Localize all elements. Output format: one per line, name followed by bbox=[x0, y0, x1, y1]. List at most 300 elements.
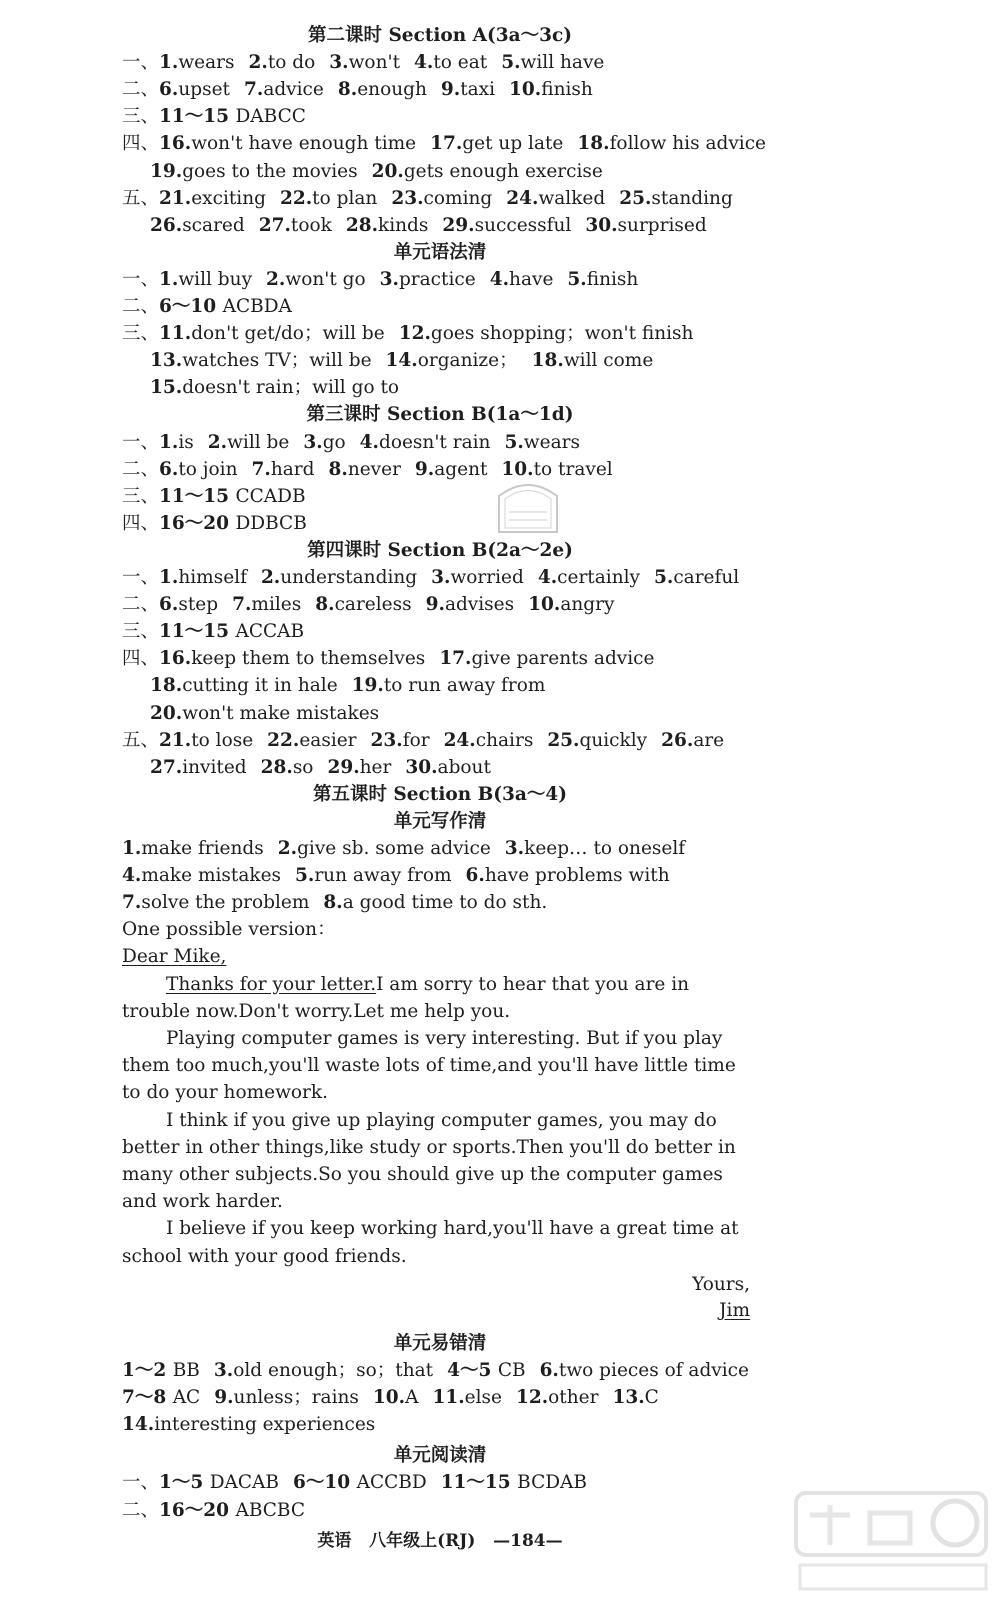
answer-number: 18. bbox=[150, 675, 183, 697]
answer-number: 25. bbox=[547, 729, 580, 751]
answer-item bbox=[244, 79, 324, 100]
answer-number: 12. bbox=[515, 1387, 549, 1409]
answer-text: won't have enough time bbox=[191, 133, 417, 155]
answer-number: 7～8 bbox=[122, 1387, 173, 1409]
answer-number: 1～2 bbox=[122, 1360, 173, 1381]
answer-item bbox=[150, 377, 399, 398]
question-group-label: 四、 bbox=[122, 648, 160, 670]
answer-text: finish bbox=[586, 268, 639, 290]
answer-text: wears bbox=[178, 52, 235, 74]
answer-text: doesn't rain；will go to bbox=[182, 377, 400, 399]
lesson2-answer-row bbox=[150, 212, 760, 239]
writing-answer-row bbox=[122, 835, 760, 862]
answer-text: practice bbox=[398, 268, 476, 290]
paragraph-text: I believe if you keep working hard,you'll have a great time at school with your good friends. bbox=[122, 1218, 739, 1267]
answer-text: her bbox=[359, 756, 392, 778]
answer-number: 26. bbox=[150, 214, 183, 236]
answer-text: DACAB bbox=[209, 1472, 280, 1494]
answer-text: a good time to do sth. bbox=[342, 892, 548, 914]
lesson3-answer-row bbox=[122, 456, 760, 483]
answer-number: 3. bbox=[213, 1360, 234, 1381]
answer-text: gets enough exercise bbox=[403, 160, 603, 182]
answer-number: 15. bbox=[150, 377, 183, 399]
writing-answer-row bbox=[122, 889, 760, 916]
answer-text: won't go bbox=[285, 268, 366, 290]
answer-number: 27. bbox=[258, 214, 291, 236]
answer-number: 11～15 bbox=[440, 1472, 518, 1494]
answer-item bbox=[391, 188, 492, 209]
answer-text: BB bbox=[172, 1360, 200, 1381]
answer-text: keep them to themselves bbox=[191, 648, 426, 670]
lesson4-answer-row bbox=[150, 672, 760, 699]
answer-item bbox=[208, 432, 290, 453]
answer-number: 2. bbox=[277, 838, 298, 859]
lesson3-answer-row bbox=[122, 429, 760, 456]
answer-item bbox=[346, 215, 429, 236]
lesson2-answer-row bbox=[122, 185, 760, 212]
answer-text: to lose bbox=[191, 729, 254, 751]
lesson4-answer-row bbox=[122, 618, 760, 645]
answer-text: won't bbox=[348, 52, 401, 74]
answer-number: 5. bbox=[504, 431, 524, 453]
paragraph-text: I think if you give up playing computer games, you may do better in other things,like study or sports.Then you'll do better in many other subjects.So you should give up the computer games and work harder. bbox=[122, 1109, 736, 1213]
answer-number: 30. bbox=[585, 214, 618, 236]
answer-item bbox=[432, 1387, 502, 1408]
answer-text: have problems with bbox=[484, 865, 670, 887]
answer-item bbox=[159, 296, 292, 317]
answer-text: hard bbox=[270, 458, 315, 480]
answer-text: taxi bbox=[460, 79, 496, 101]
answer-item bbox=[371, 730, 430, 751]
answer-text: easier bbox=[299, 729, 357, 751]
answer-text: are bbox=[693, 729, 725, 751]
answer-item bbox=[441, 79, 495, 100]
answer-item bbox=[442, 215, 571, 236]
question-group-label: 二、 bbox=[122, 458, 160, 480]
answer-text: exciting bbox=[191, 187, 266, 209]
answer-item bbox=[447, 1360, 525, 1381]
lesson3-answer-row bbox=[122, 483, 760, 510]
answer-number: 23. bbox=[370, 729, 403, 751]
answer-number: 6. bbox=[159, 594, 179, 616]
answer-number: 9. bbox=[425, 594, 445, 616]
answer-number: 4. bbox=[537, 567, 558, 588]
answer-item bbox=[360, 432, 491, 453]
answer-text: A bbox=[405, 1387, 419, 1409]
answer-item bbox=[159, 621, 304, 642]
answer-item bbox=[159, 133, 416, 154]
answer-number: 10. bbox=[509, 79, 542, 101]
answer-item bbox=[654, 567, 739, 588]
letter-signature: Jim bbox=[719, 1299, 750, 1321]
answer-item bbox=[159, 513, 307, 534]
answer-item bbox=[532, 350, 654, 371]
answer-text: will come bbox=[563, 350, 654, 372]
answer-text: will be bbox=[227, 431, 290, 453]
answer-item bbox=[261, 757, 314, 778]
answer-text: coming bbox=[423, 187, 493, 209]
footer-subject: 英语 bbox=[317, 1531, 352, 1551]
answer-text: AC bbox=[172, 1387, 201, 1409]
answer-number: 28. bbox=[260, 756, 293, 778]
grammar-answer-row bbox=[122, 293, 760, 320]
answer-number: 1. bbox=[159, 567, 179, 588]
question-group-label: 三、 bbox=[122, 106, 160, 128]
answer-item bbox=[122, 1387, 200, 1408]
reading-heading: 单元阅读清 bbox=[393, 1445, 487, 1467]
answer-text: will buy bbox=[178, 268, 253, 290]
answer-text: careful bbox=[673, 567, 740, 588]
answer-text: cutting it in hale bbox=[182, 675, 338, 697]
answer-text: two pieces of advice bbox=[558, 1360, 749, 1381]
question-group-label: 四、 bbox=[122, 512, 160, 534]
grammar-answer-row bbox=[122, 320, 760, 347]
answer-text: worried bbox=[450, 567, 524, 588]
answer-number: 7. bbox=[243, 79, 264, 101]
footer-page-number: —184— bbox=[493, 1531, 563, 1551]
answer-number: 11～15 bbox=[159, 106, 236, 128]
answer-number: 17. bbox=[430, 133, 463, 155]
answer-text: give parents advice bbox=[471, 648, 655, 670]
mistakes-answer-row bbox=[122, 1411, 760, 1438]
answer-number: 11. bbox=[432, 1387, 465, 1409]
answer-number: 8. bbox=[323, 892, 343, 914]
mistakes-heading: 单元易错清 bbox=[393, 1332, 487, 1354]
answer-number: 1. bbox=[159, 52, 179, 74]
answer-item bbox=[431, 567, 524, 588]
answer-item bbox=[159, 323, 385, 344]
answer-text: to do bbox=[267, 52, 316, 74]
answer-text: agent bbox=[434, 458, 488, 480]
answer-text: upset bbox=[178, 79, 230, 101]
answer-item bbox=[159, 79, 230, 100]
answer-number: 3. bbox=[379, 268, 399, 290]
answer-number: 2. bbox=[248, 52, 268, 74]
answer-item bbox=[547, 730, 647, 751]
answer-text: C bbox=[644, 1387, 659, 1409]
answer-item bbox=[439, 648, 654, 669]
answer-item bbox=[122, 1414, 375, 1435]
answer-number: 8. bbox=[315, 594, 335, 616]
mistakes-answer-row bbox=[122, 1357, 760, 1384]
answer-item bbox=[214, 1360, 433, 1381]
answer-number: 7. bbox=[122, 892, 142, 914]
answer-item bbox=[506, 188, 605, 209]
answer-number: 6. bbox=[465, 865, 485, 887]
answer-text: chairs bbox=[475, 729, 534, 751]
answer-item bbox=[414, 52, 487, 73]
answer-number: 7. bbox=[251, 458, 271, 480]
question-group-label: 三、 bbox=[122, 621, 160, 643]
answer-number: 6. bbox=[159, 458, 179, 480]
answer-item bbox=[501, 459, 612, 480]
answer-item bbox=[232, 594, 301, 615]
question-group-label: 一、 bbox=[122, 567, 160, 588]
question-group-label: 二、 bbox=[122, 79, 160, 101]
answer-text: scared bbox=[182, 214, 245, 236]
answer-number: 24. bbox=[443, 729, 476, 751]
answer-number: 20. bbox=[150, 702, 183, 724]
answer-text: old enough；so；that bbox=[233, 1360, 434, 1381]
answer-text: CB bbox=[497, 1360, 526, 1381]
answer-text: make friends bbox=[141, 838, 264, 859]
answer-text: ACCBD bbox=[356, 1472, 427, 1494]
letter-paragraph-1 bbox=[122, 971, 750, 1025]
answer-number: 6. bbox=[159, 79, 179, 101]
answer-text: for bbox=[402, 729, 430, 751]
answer-number: 5. bbox=[295, 865, 315, 887]
answer-number: 9. bbox=[214, 1387, 234, 1409]
answer-number: 30. bbox=[405, 756, 438, 778]
answer-number: 4～5 bbox=[447, 1360, 498, 1381]
answer-item bbox=[159, 188, 266, 209]
letter-paragraph-2 bbox=[122, 1025, 750, 1107]
answer-item bbox=[159, 730, 253, 751]
answer-number: 2. bbox=[207, 431, 228, 453]
answer-item bbox=[323, 892, 547, 913]
answer-text: won't make mistakes bbox=[182, 702, 380, 724]
answer-text: angry bbox=[560, 594, 615, 616]
answer-text: will have bbox=[520, 52, 605, 74]
answer-item bbox=[399, 323, 694, 344]
answer-item bbox=[501, 52, 604, 73]
answer-number: 10. bbox=[372, 1387, 406, 1409]
mistakes-answer-row bbox=[122, 1384, 760, 1411]
answer-text: ABCBC bbox=[235, 1499, 305, 1521]
answer-text: wears bbox=[523, 431, 580, 453]
answer-text: ACBDA bbox=[222, 296, 292, 317]
answer-item bbox=[150, 703, 379, 724]
lesson5-heading: 第五课时 Section B(3a～4) bbox=[312, 783, 567, 805]
answer-number: 5. bbox=[653, 567, 674, 588]
answer-text: finish bbox=[541, 79, 593, 101]
answer-text: careless bbox=[334, 594, 412, 616]
answer-text: understanding bbox=[280, 567, 418, 588]
question-group-label: 二、 bbox=[122, 594, 160, 616]
lesson4-answer-row bbox=[150, 754, 760, 781]
answer-number: 8. bbox=[328, 458, 348, 480]
question-group-label: 一、 bbox=[122, 431, 160, 453]
footer-grade: 八年级上(RJ) bbox=[369, 1531, 476, 1551]
answer-number: 4. bbox=[414, 52, 434, 74]
answer-number: 2. bbox=[260, 567, 281, 588]
answer-item bbox=[159, 1472, 279, 1493]
answer-text: go bbox=[322, 431, 346, 453]
answer-item bbox=[252, 459, 315, 480]
answer-item bbox=[538, 567, 640, 588]
answer-number: 21. bbox=[159, 187, 192, 209]
page-footer bbox=[0, 1528, 880, 1554]
answer-text: make mistakes bbox=[141, 865, 282, 887]
answer-text: DDBCB bbox=[235, 512, 307, 534]
answer-item bbox=[528, 594, 614, 615]
lesson4-answer-row bbox=[150, 700, 760, 727]
answer-item bbox=[466, 865, 670, 886]
answer-text: keep… to oneself bbox=[524, 838, 686, 859]
answer-item bbox=[159, 648, 425, 669]
answer-text: follow his advice bbox=[609, 133, 767, 155]
answer-text: to run away from bbox=[383, 675, 546, 697]
answer-item bbox=[261, 567, 417, 588]
publisher-seal-stamp bbox=[493, 478, 563, 538]
lesson4-answer-row bbox=[122, 727, 760, 754]
answer-text: kinds bbox=[378, 214, 429, 236]
answer-text: doesn't rain bbox=[379, 431, 491, 453]
answer-item bbox=[278, 838, 491, 859]
answer-text: run away from bbox=[314, 865, 452, 887]
answer-text: watches TV；will be bbox=[182, 350, 372, 372]
letter-paragraph-3 bbox=[122, 1107, 750, 1216]
answer-number: 18. bbox=[577, 133, 610, 155]
answer-text: to join bbox=[178, 458, 238, 480]
answer-text: never bbox=[347, 458, 401, 480]
answer-number: 6～10 bbox=[293, 1472, 357, 1494]
answer-number: 19. bbox=[351, 675, 384, 697]
answer-number: 5. bbox=[501, 52, 521, 74]
answer-item bbox=[577, 133, 766, 154]
answer-item bbox=[159, 567, 247, 588]
answer-item bbox=[329, 52, 400, 73]
letter-closing: Yours, bbox=[692, 1273, 750, 1295]
answer-number: 9. bbox=[440, 79, 461, 101]
lesson2-answer-row bbox=[122, 49, 760, 76]
answer-number: 16～20 bbox=[159, 512, 236, 534]
answer-item bbox=[122, 892, 309, 913]
answer-item bbox=[426, 594, 515, 615]
answer-number: 29. bbox=[327, 756, 360, 778]
answer-item bbox=[159, 1500, 305, 1521]
answer-number: 10. bbox=[501, 458, 534, 480]
answer-text: step bbox=[178, 594, 219, 616]
answer-item bbox=[295, 865, 451, 886]
lesson3-answer-row bbox=[122, 510, 760, 537]
answer-number: 1～5 bbox=[159, 1472, 210, 1494]
answer-text: BCDAB bbox=[517, 1472, 588, 1494]
answer-number: 6～10 bbox=[159, 296, 223, 317]
answer-item bbox=[352, 675, 546, 696]
answer-text: have bbox=[509, 268, 554, 290]
lesson4-heading: 第四课时 Section B(2a～2e) bbox=[307, 539, 573, 561]
lesson2-heading: 第二课时 Section A(3a～3c) bbox=[308, 25, 572, 46]
answer-item bbox=[159, 432, 194, 453]
answer-text: walked bbox=[538, 187, 606, 209]
answer-number: 8. bbox=[337, 79, 358, 101]
question-group-label: 一、 bbox=[122, 52, 160, 74]
answer-item bbox=[122, 865, 281, 886]
lesson4-answer-row bbox=[122, 564, 760, 591]
lesson2-answer-row bbox=[150, 158, 760, 185]
answer-number: 22. bbox=[279, 187, 313, 209]
answer-number: 4. bbox=[489, 268, 510, 290]
answer-item bbox=[373, 1387, 419, 1408]
paragraph-text: Playing computer games is very interesting. But if you play them too much,you'll waste lots of time,and you'll have little time to do your homework. bbox=[122, 1027, 736, 1104]
answer-number: 10. bbox=[528, 594, 561, 616]
question-group-label: 三、 bbox=[122, 485, 160, 507]
question-group-label: 一、 bbox=[122, 268, 160, 290]
answer-text: unless；rains bbox=[233, 1387, 359, 1409]
answer-number: 9. bbox=[414, 458, 435, 480]
answer-item bbox=[405, 757, 491, 778]
answer-number: 21. bbox=[159, 729, 192, 751]
answer-number: 6. bbox=[539, 1360, 559, 1381]
answer-text: to travel bbox=[533, 458, 613, 480]
answer-item bbox=[150, 161, 358, 182]
version-label: One possible version： bbox=[122, 919, 336, 941]
answer-item bbox=[444, 730, 534, 751]
answer-item bbox=[159, 52, 234, 73]
answer-text: about bbox=[437, 756, 491, 778]
lesson2-answer-row bbox=[122, 103, 760, 130]
answer-number: 3. bbox=[504, 838, 525, 859]
answer-item bbox=[280, 188, 377, 209]
letter-paragraph-4 bbox=[122, 1215, 750, 1269]
question-group-label: 五、 bbox=[122, 729, 160, 751]
answer-number: 14. bbox=[385, 350, 418, 372]
answer-number: 11. bbox=[159, 323, 192, 345]
grammar-answer-row bbox=[122, 266, 760, 293]
answer-item bbox=[214, 1387, 359, 1408]
answer-item bbox=[328, 459, 400, 480]
answer-text: ACCAB bbox=[235, 621, 305, 643]
answer-text: himself bbox=[178, 567, 247, 588]
salutation: Dear Mike, bbox=[122, 946, 227, 968]
answer-text: successful bbox=[474, 214, 572, 236]
answer-text: advice bbox=[263, 79, 324, 101]
answer-item bbox=[380, 269, 476, 290]
answer-number: 1. bbox=[122, 838, 142, 859]
answer-item bbox=[415, 459, 488, 480]
question-group-label: 三、 bbox=[122, 323, 160, 345]
answer-item bbox=[372, 161, 603, 182]
answer-item bbox=[315, 594, 411, 615]
answer-item bbox=[661, 730, 724, 751]
answer-text: else bbox=[464, 1387, 502, 1409]
question-group-label: 二、 bbox=[122, 1499, 160, 1521]
answer-item bbox=[505, 838, 685, 859]
answer-number: 16. bbox=[159, 648, 192, 670]
question-group-label: 四、 bbox=[122, 133, 160, 155]
answer-item bbox=[504, 432, 579, 453]
answer-text: organize； bbox=[417, 350, 518, 372]
grammar-answer-row bbox=[150, 374, 760, 401]
answer-item bbox=[159, 106, 306, 127]
answer-number: 16～20 bbox=[159, 1499, 236, 1521]
question-group-label: 二、 bbox=[122, 296, 160, 317]
lesson4-answer-row bbox=[122, 645, 760, 672]
answer-text: advises bbox=[444, 594, 515, 616]
answer-number: 26. bbox=[661, 729, 694, 751]
answer-number: 17. bbox=[439, 648, 472, 670]
writing-answer-row bbox=[122, 862, 760, 889]
answer-number: 5. bbox=[567, 268, 587, 290]
answer-number: 27. bbox=[150, 756, 183, 778]
answer-item bbox=[619, 188, 733, 209]
answer-number: 11～15 bbox=[159, 621, 236, 643]
answer-text: surprised bbox=[617, 214, 707, 236]
answer-item bbox=[441, 1472, 587, 1493]
answer-number: 2. bbox=[266, 268, 286, 290]
underlined-text: Thanks for your letter. bbox=[166, 973, 377, 995]
answer-text: get up late bbox=[462, 133, 564, 155]
answer-item bbox=[150, 350, 372, 371]
answer-number: 3. bbox=[431, 567, 451, 588]
lesson2-answer-row bbox=[122, 76, 760, 103]
answer-text: solve the problem bbox=[141, 892, 310, 914]
answer-number: 4. bbox=[359, 431, 379, 453]
answer-text: miles bbox=[251, 594, 302, 616]
answer-number: 3. bbox=[303, 431, 323, 453]
answer-number: 1. bbox=[159, 431, 179, 453]
